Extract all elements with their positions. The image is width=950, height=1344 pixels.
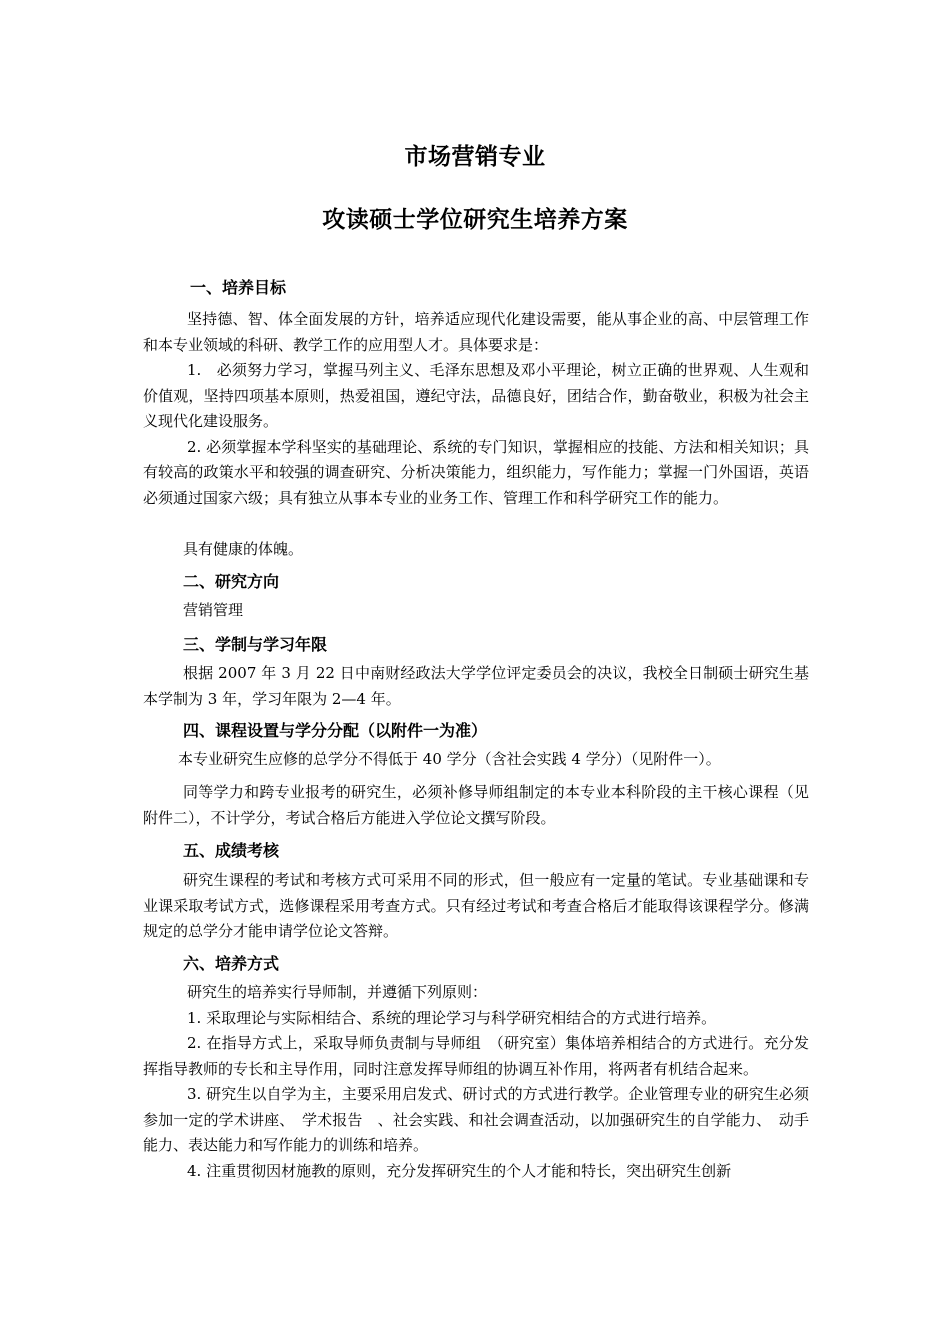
section-heading-training: 六、培养方式 bbox=[183, 954, 280, 973]
section-heading-goals: 一、培养目标 bbox=[190, 278, 287, 297]
goals-item-1: 1. 必须努力学习，掌握马列主义、毛泽东思想及邓小平理论，树立正确的世界观、人生观和价值观，坚持四项基本原则，热爱祖国，遵纪守法，品德良好，团结合作，勤奋敬业，积极为社会主义现代化建设服务。 bbox=[143, 361, 809, 430]
section-heading-direction: 二、研究方向 bbox=[183, 572, 280, 591]
duration-text bbox=[143, 661, 809, 712]
courses-supplement bbox=[143, 780, 809, 831]
duration-paragraph: 根据 2007 年 3 月 22 日中南财经政法大学学位评定委员会的决议，我校全日制硕士研究生基本学制为 3 年，学习年限为 2—4 年。 bbox=[143, 664, 809, 708]
direction-text: 营销管理 bbox=[183, 601, 244, 619]
courses-supplement-paragraph: 同等学力和跨专业报考的研究生，必须补修导师组制定的本专业本科阶段的主干核心课程（见附件二），不计学分，考试合格后方能进入学位论文撰写阶段。 bbox=[143, 783, 809, 827]
goals-intro: 坚持德、智、体全面发展的方针，培养适应现代化建设需要，能从事企业的高、中层管理工作和本专业领域的科研、教学工作的应用型人才。具体要求是： bbox=[143, 310, 809, 354]
training-item-1: 1. 采取理论与实际相结合、系统的理论学习与科学研究相结合的方式进行培养。 bbox=[187, 1008, 717, 1027]
training-item-2: 2. 在指导方式上，采取导师负责制与导师组 （研究室）集体培养相结合的方式进行。充分发挥指导教师的专长和主导作用，同时注意发挥导师组的协调互补作用，将两者有机结合起来。 bbox=[143, 1034, 809, 1078]
section-goals-body bbox=[143, 307, 809, 511]
courses-credit-text: 本专业研究生应修的总学分不得低于 40 学分（含社会实践 4 学分）（见附件一）。 bbox=[178, 750, 721, 768]
goals-item-2: 2. 必须掌握本学科坚实的基础理论、系统的专门知识，掌握相应的技能、方法和相关知识；具有较高的政策水平和较强的调查研究、分析决策能力，组织能力，写作能力；掌握一门外国语，英语必须通过国家六级；具有独立从事本专业的业务工作、管理工作和科学研究工作的能力。 bbox=[143, 437, 809, 507]
section-heading-duration: 三、学制与学习年限 bbox=[183, 635, 328, 654]
assessment-text bbox=[143, 868, 809, 945]
document-title-plan: 攻读硕士学位研究生培养方案 bbox=[322, 207, 628, 233]
assessment-paragraph: 研究生课程的考试和考核方式可采用不同的形式，但一般应有一定量的笔试。专业基础课和专业课采取考试方式，选修课程采用考查方式。只有经过考试和考查合格后才能取得该课程学分。修满规定的总学分才能申请学位论文答辩。 bbox=[143, 871, 809, 940]
training-intro: 研究生的培养实行导师制，并遵循下列原则： bbox=[187, 983, 488, 1001]
goals-health: 具有健康的体魄。 bbox=[183, 540, 304, 558]
document-title-major: 市场营销专业 bbox=[404, 144, 546, 170]
training-item-4: 4. 注重贯彻因材施教的原则，充分发挥研究生的个人才能和特长，突出研究生创新 bbox=[187, 1161, 732, 1180]
section-heading-courses: 四、课程设置与学分分配（以附件一为准） bbox=[183, 721, 488, 740]
training-body bbox=[143, 980, 809, 1184]
section-heading-assessment: 五、成绩考核 bbox=[183, 841, 280, 860]
training-item-3: 3. 研究生以自学为主，主要采用启发式、研讨式的方式进行教学。企业管理专业的研究生必须参加一定的学术讲座、 学术报告 、社会实践、和社会调查活动，以加强研究生的自学能力、 动手能力、表达能力和写作能力的训练和培养。 bbox=[143, 1085, 809, 1154]
